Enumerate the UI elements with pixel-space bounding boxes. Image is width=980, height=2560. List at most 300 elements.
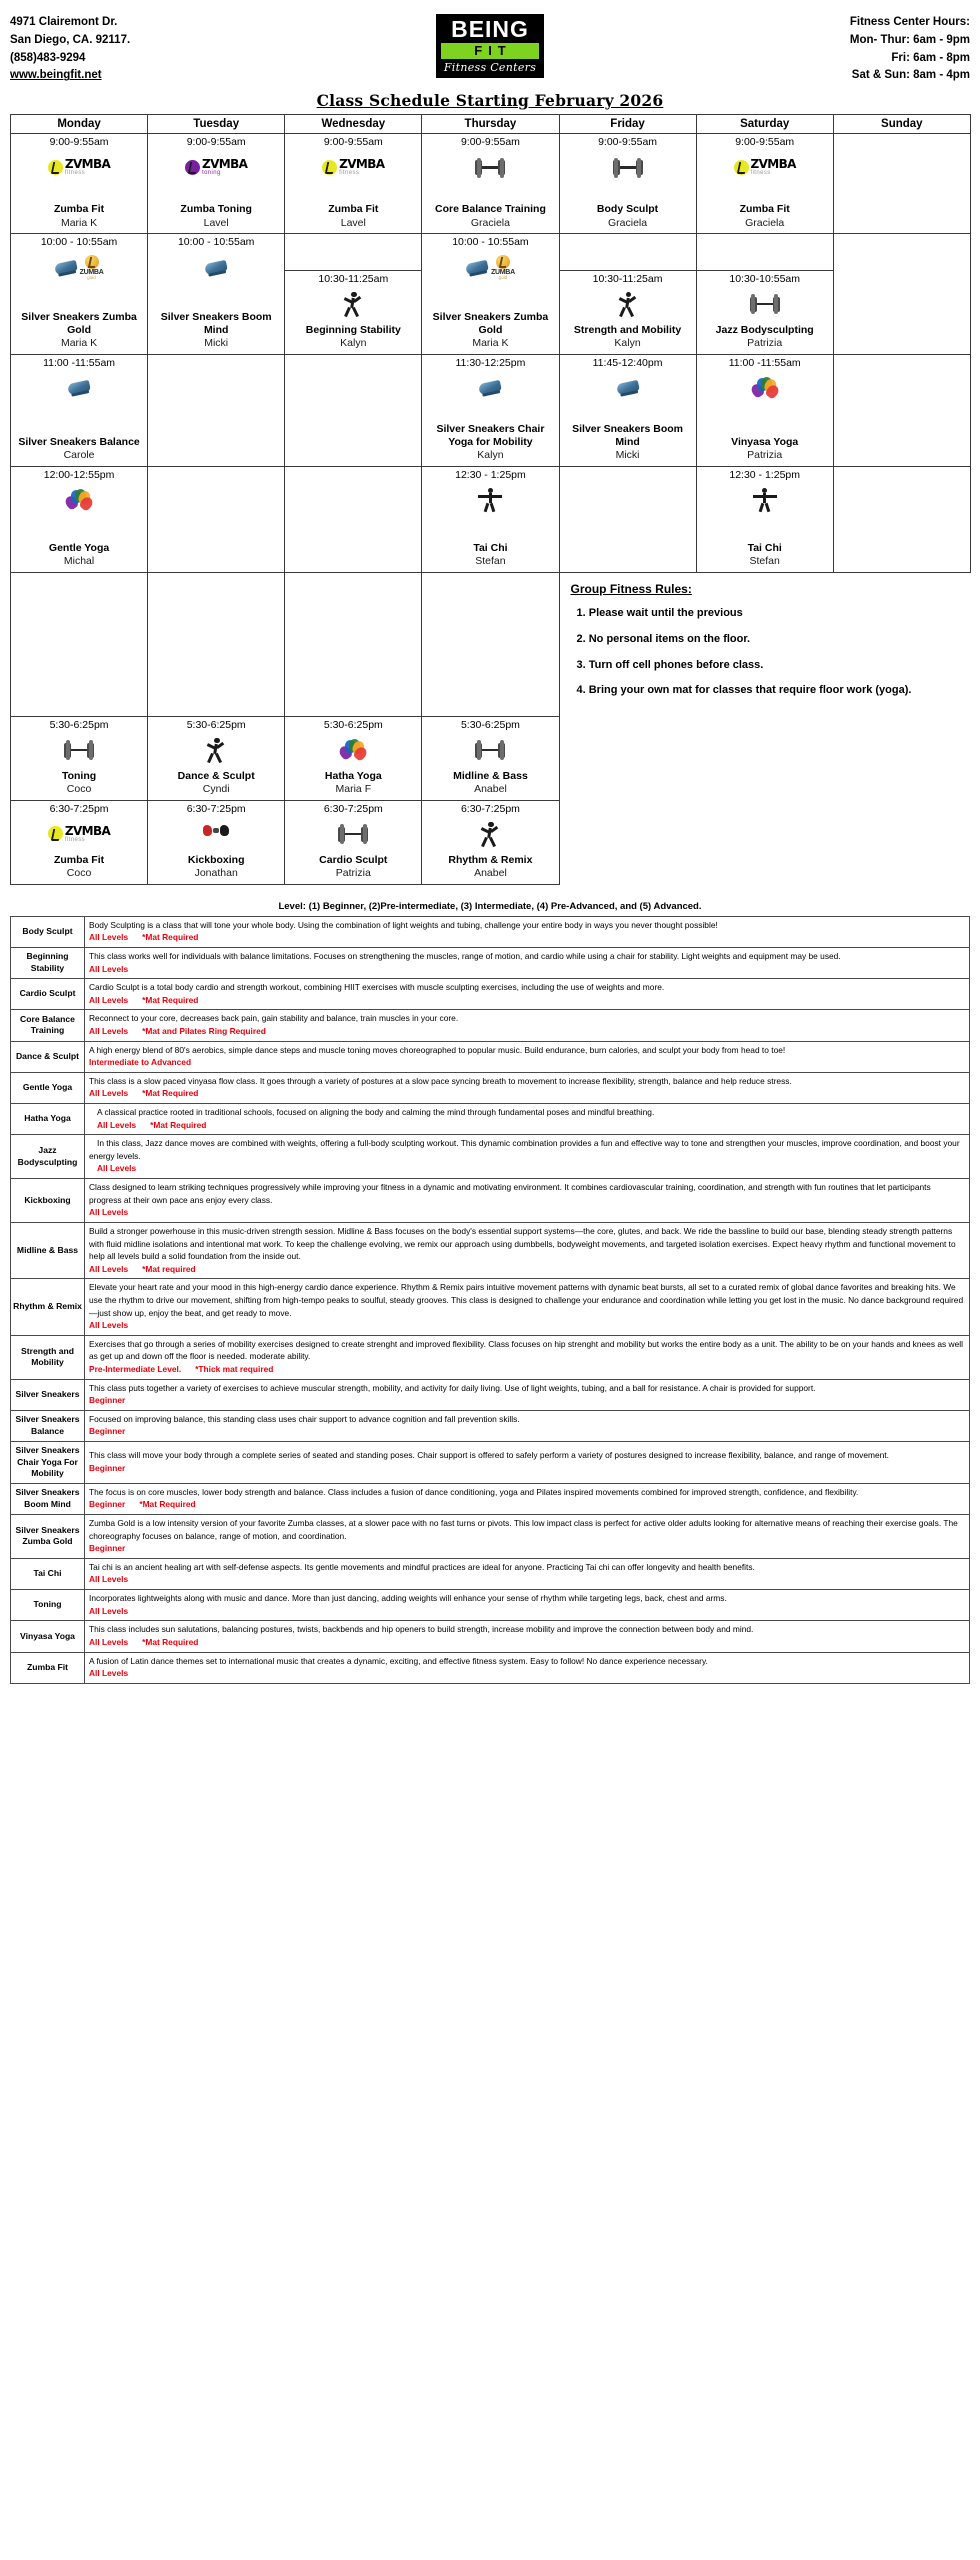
schedule-cell-stack (559, 234, 696, 354)
description-class-name: Jazz Bodysculpting (11, 1135, 85, 1179)
description-text-cell (85, 916, 970, 947)
class-name: Silver Sneakers Zumba Gold (21, 310, 137, 336)
description-level: All Levels (89, 1668, 129, 1679)
schedule-cell[interactable] (422, 234, 559, 354)
day-header-tuesday: Tuesday (148, 115, 285, 134)
runner-icon (342, 292, 364, 316)
description-class-name: Midline & Bass (11, 1222, 85, 1278)
description-text-cell (85, 1652, 970, 1683)
schedule-cell-empty (422, 572, 559, 716)
class-time: 12:30 - 1:25pm (455, 468, 526, 481)
description-level: All Levels (89, 1320, 129, 1331)
class-icon (617, 373, 639, 403)
schedule-cell[interactable] (148, 134, 285, 234)
description-text: Cardio Sculpt is a total body cardio and strength workout, combining HIIT exercises with muscle sculpting exercises, including the use of weights and more. (89, 982, 665, 993)
mat-requirement: *Mat and Pilates Ring Required (142, 1025, 266, 1036)
class-instructor: Coco (66, 783, 92, 796)
class-name: Tai Chi (473, 541, 508, 554)
description-class-name: Strength and Mobility (11, 1335, 85, 1379)
class-time: 9:00-9:55am (735, 136, 795, 149)
class-time: 6:30-7:25pm (323, 802, 383, 815)
description-text-cell (85, 1483, 970, 1514)
class-icon (749, 289, 781, 319)
description-level: Beginner (89, 1543, 126, 1554)
description-text: This class puts together a variety of exercises to achieve muscular strength, mobility, and activity for daily living. Use of light weights, tubing, and a ball for resistance. A chair is provided for support. (89, 1382, 816, 1393)
class-time: 9:00-9:55am (323, 136, 383, 149)
description-class-name: Rhythm & Remix (11, 1279, 85, 1335)
description-row (11, 1222, 970, 1278)
class-instructor: Coco (66, 867, 92, 880)
zumba-fitness-icon: ZVMBA fitness (734, 158, 796, 176)
class-name: Strength and Mobility (573, 323, 682, 336)
class-name: Tai Chi (747, 541, 782, 554)
description-row (11, 1279, 970, 1335)
description-row (11, 1558, 970, 1589)
description-text-cell (85, 1410, 970, 1441)
logo-wordmark-fit: FIT (441, 43, 539, 59)
description-text-cell (85, 1621, 970, 1652)
class-icon (205, 252, 227, 282)
zumba-fitness-icon: ZVMBA fitness (48, 825, 110, 843)
class-name: Silver Sneakers Boom Mind (160, 310, 272, 336)
mat-requirement: *Mat required (142, 1263, 196, 1274)
zumba-gold-icon: ZUMBA gold (491, 255, 515, 281)
class-name: Rhythm & Remix (448, 853, 533, 866)
description-text-cell (85, 1135, 970, 1179)
class-name: Cardio Sculpt (319, 853, 388, 866)
schedule-cell[interactable] (11, 466, 148, 572)
silver-sneakers-shoe-icon (465, 260, 489, 275)
class-time: 11:30-12:25pm (455, 356, 526, 369)
yoga-petals-icon (66, 489, 92, 511)
runner-icon (479, 822, 501, 846)
rules-title: Group Fitness Rules: (570, 581, 692, 596)
class-name: Midline & Bass (453, 769, 528, 782)
class-instructor: Maria K (60, 337, 98, 349)
class-schedule-table (10, 114, 971, 884)
class-name: Zumba Fit (53, 203, 105, 216)
description-text-cell (85, 1335, 970, 1379)
kickboxing-gloves-icon (203, 822, 229, 846)
class-name: Jazz Bodysculpting (715, 323, 814, 336)
description-class-name: Body Sculpt (11, 916, 85, 947)
description-level: All Levels (89, 1605, 129, 1616)
schedule-cell-empty (559, 800, 970, 884)
schedule-cell[interactable] (422, 466, 559, 572)
being-fit-logo (436, 14, 544, 78)
description-level: Beginner *Mat Required (89, 1499, 196, 1510)
schedule-row (11, 716, 971, 800)
description-row (11, 1515, 970, 1559)
class-instructor: Lavel (340, 216, 366, 229)
day-header-monday: Monday (11, 115, 148, 134)
zumba-gold-icon: ZUMBA gold (80, 255, 104, 281)
class-time: 5:30-6:25pm (460, 718, 520, 731)
mat-requirement: *Mat Required (142, 1636, 199, 1647)
class-name: Zumba Fit (328, 203, 379, 216)
class-time: 10:00 - 10:55am (177, 236, 255, 249)
tai-chi-figure-icon (752, 488, 778, 512)
schedule-cell[interactable] (422, 134, 559, 234)
class-icon (48, 819, 110, 849)
schedule-row (11, 234, 971, 354)
schedule-cell[interactable] (560, 270, 696, 353)
description-text: Exercises that go through a series of mobility exercises designed to create strenght and improved flexibility. Class focuses on hip strenght and mobility but works the entire body as a unit. The ability to be on your hands and knees as well as get up and down off the floor is needed. moderate ability. (89, 1338, 963, 1362)
rule-item: 3. Turn off cell phones before class. (576, 658, 764, 671)
schedule-cell[interactable] (696, 466, 833, 572)
class-time: 6:30-7:25pm (49, 802, 109, 815)
schedule-cell[interactable] (285, 134, 422, 234)
description-row (11, 1442, 970, 1484)
schedule-cell[interactable] (148, 716, 285, 800)
description-text-cell (85, 1442, 970, 1484)
address-line-1: 4971 Clairemont Dr. (10, 16, 118, 28)
schedule-cell-empty (833, 354, 970, 466)
class-icon (68, 373, 90, 403)
schedule-cell[interactable] (697, 270, 833, 353)
description-text-cell (85, 1222, 970, 1278)
address-block (10, 14, 310, 85)
description-level: All Levels *Mat Required (89, 932, 199, 943)
dumbbell-icon (337, 822, 369, 846)
class-icon (340, 735, 366, 765)
description-class-name: Tai Chi (11, 1558, 85, 1589)
class-time: 11:00 -11:55am (728, 356, 801, 369)
description-row (11, 947, 970, 978)
class-icon (479, 373, 501, 403)
schedule-cell-empty (285, 466, 422, 572)
schedule-cell[interactable] (11, 716, 148, 800)
class-name: Hatha Yoga (324, 769, 382, 782)
zumba-fitness-icon: ZVMBA fitness (48, 158, 110, 176)
silver-sneakers-shoe-icon (67, 380, 91, 395)
description-class-name: Hatha Yoga (11, 1104, 85, 1135)
group-fitness-rules-row (11, 572, 971, 716)
description-text-cell (85, 1041, 970, 1072)
runner-icon (205, 738, 227, 762)
description-text: Elevate your heart rate and your mood in this high-energy cardio dance experience. Rhythm & Remix pairs intuitive movement patterns with dynamic beat bursts, all set to a curated remix of global dance favorites and breaking hits. We use the rhythm to drive our movement, shifting from high-tempo peaks to soulful, steady grooves. This class is designed to challenge your endurance and coordination while letting you get lost in the music. No dance background required—just show up, enjoy the beat, and get ready to move. (89, 1282, 964, 1318)
rule-item: 2. No personal items on the floor. (576, 632, 751, 645)
dumbbell-icon (474, 155, 506, 179)
description-class-name: Silver Sneakers Balance (11, 1410, 85, 1441)
description-row (11, 1135, 970, 1179)
class-instructor: Kalyn (340, 337, 367, 349)
mat-requirement: *Mat Required (139, 1499, 196, 1510)
class-name: Dance & Sculpt (177, 769, 255, 782)
description-class-name: Silver Sneakers Boom Mind (11, 1483, 85, 1514)
description-row (11, 1590, 970, 1621)
schedule-cell[interactable] (285, 270, 421, 353)
class-instructor: Kalyn (614, 337, 641, 349)
zumba-fitness-icon: ZVMBA fitness (322, 158, 384, 176)
rule-item: 4. Bring your own mat for classes that require floor work (yoga). (576, 684, 912, 697)
description-text: This class will move your body through a complete series of seated and standing poses. Chair support is offered to safely perform a variety of postures designed to increase flexibility, balance, and range of movement. (89, 1450, 889, 1461)
description-row (11, 1335, 970, 1379)
class-name: Gentle Yoga (48, 541, 110, 554)
class-instructor: Maria K (60, 216, 98, 229)
yoga-petals-icon (752, 377, 778, 399)
class-icon (617, 289, 639, 319)
class-instructor: Graciela (608, 216, 648, 229)
description-class-name: Silver Sneakers (11, 1379, 85, 1410)
class-name: Zumba Fit (739, 203, 790, 216)
dumbbell-icon (612, 155, 644, 179)
class-icon (203, 819, 229, 849)
class-time: 11:00 -11:55am (43, 356, 116, 369)
description-level: Intermediate to Advanced (89, 1057, 192, 1068)
description-text: This class works well for individuals with balance limitations. Focuses on strengthening the muscles, range of motion, and cardio while using a chair for stability. Light weights and equipment may be used. (89, 950, 841, 961)
schedule-cell-empty (559, 716, 970, 800)
hours-weekend: Sat & Sun: 8am - 4pm (851, 69, 970, 82)
description-class-name: Cardio Sculpt (11, 979, 85, 1010)
hours-block (670, 14, 970, 85)
class-instructor: Lavel (203, 216, 229, 229)
description-text: Reconnect to your core, decreases back pain, gain stability and balance, train muscles in your core. (89, 1013, 459, 1024)
description-text-cell (85, 1558, 970, 1589)
class-icon (752, 373, 778, 403)
class-instructor: Carole (63, 449, 95, 461)
class-icon (477, 485, 503, 515)
class-name: Beginning Stability (305, 323, 401, 336)
class-time: 5:30-6:25pm (323, 718, 383, 731)
class-icon (474, 152, 506, 182)
silver-sneakers-shoe-icon (616, 380, 640, 395)
class-icon (342, 289, 364, 319)
zumba-toning-icon: ZVMBA toning (185, 158, 247, 176)
description-row (11, 1010, 970, 1041)
document-header (10, 14, 970, 85)
class-time: 9:00-9:55am (460, 136, 520, 149)
description-text-cell (85, 1104, 970, 1135)
class-icon (322, 152, 384, 182)
description-text-cell (85, 979, 970, 1010)
class-icon (337, 819, 369, 849)
schedule-cell-empty (148, 572, 285, 716)
schedule-row (11, 134, 971, 234)
schedule-cell[interactable] (696, 354, 833, 466)
description-class-name: Toning (11, 1590, 85, 1621)
hours-mon-thur: Mon- Thur: 6am - 9pm (849, 33, 970, 46)
day-header-row (11, 115, 971, 134)
class-name: Vinyasa Yoga (731, 435, 799, 448)
schedule-cell-empty (833, 466, 970, 572)
class-time: 9:00-9:55am (49, 136, 109, 149)
description-row (11, 1041, 970, 1072)
description-text-cell (85, 1515, 970, 1559)
description-row (11, 1621, 970, 1652)
class-icon (474, 735, 506, 765)
description-row (11, 1410, 970, 1441)
class-instructor: Cyndi (202, 783, 230, 796)
description-text: Class designed to learn striking techniques progressively while improving your fitness in a dynamic and motivating environment. It combines cardiovascular training, coordination, and strength with fun routines that let participants progress at their own pace ans enjoy every class. (89, 1182, 931, 1205)
class-icon (66, 485, 92, 515)
day-header-sunday: Sunday (833, 115, 970, 134)
class-time: 12:30 - 1:25pm (729, 468, 800, 481)
class-instructor: Jonathan (194, 867, 238, 880)
hours-fri: Fri: 6am - 8pm (891, 51, 970, 64)
class-icon (63, 735, 95, 765)
class-name: Body Sculpt (596, 203, 659, 216)
class-instructor: Michal (63, 555, 95, 567)
description-class-name: Silver Sneakers Chair Yoga For Mobility (11, 1442, 85, 1484)
description-class-name: Kickboxing (11, 1179, 85, 1223)
description-row (11, 1652, 970, 1683)
description-text: Focused on improving balance, this standing class uses chair support to advance cognition and fall prevention skills. (89, 1413, 520, 1424)
schedule-cell-empty (285, 354, 422, 466)
class-time: 10:30-11:25am (318, 272, 389, 285)
logo-wordmark-being: BEING (451, 16, 529, 42)
class-instructor: Maria K (472, 337, 509, 349)
schedule-cell[interactable] (11, 134, 148, 234)
dumbbell-icon (474, 738, 506, 762)
class-time: 10:30-10:55am (729, 272, 800, 285)
runner-icon (617, 292, 639, 316)
schedule-row (11, 466, 971, 572)
class-name: Toning (61, 769, 97, 782)
class-time: 9:00-9:55am (598, 136, 658, 149)
description-class-name: Vinyasa Yoga (11, 1621, 85, 1652)
day-header-saturday: Saturday (696, 115, 833, 134)
description-row (11, 979, 970, 1010)
description-row (11, 1104, 970, 1135)
description-level: All Levels *Mat and Pilates Ring Required (89, 1025, 266, 1036)
description-text-cell (85, 1590, 970, 1621)
schedule-cell[interactable] (559, 354, 696, 466)
description-text-cell (85, 1379, 970, 1410)
silver-sneakers-shoe-icon (204, 260, 228, 275)
schedule-cell-stack (285, 234, 422, 354)
schedule-cell-empty (833, 234, 970, 354)
class-time: 6:30-7:25pm (186, 802, 246, 815)
description-level: All Levels (89, 1574, 129, 1585)
class-instructor: Graciela (470, 216, 510, 229)
description-class-name: Beginning Stability (11, 947, 85, 978)
day-header-friday: Friday (559, 115, 696, 134)
class-instructor: Patrizia (747, 449, 783, 461)
yoga-petals-icon (340, 739, 366, 761)
day-header-wednesday: Wednesday (285, 115, 422, 134)
description-class-name: Core Balance Training (11, 1010, 85, 1041)
description-level: All Levels (89, 963, 129, 974)
class-instructor: Graciela (745, 216, 785, 229)
schedule-cell-empty (559, 466, 696, 572)
class-icon (734, 152, 796, 182)
class-name: Kickboxing (187, 853, 245, 866)
class-time: 5:30-6:25pm (186, 718, 246, 731)
description-text-cell (85, 1279, 970, 1335)
description-level: All Levels (97, 1163, 137, 1174)
description-class-name: Gentle Yoga (11, 1072, 85, 1103)
hours-title: Fitness Center Hours: (849, 16, 970, 28)
class-name: Silver Sneakers Balance (18, 435, 140, 448)
description-level: Beginner (89, 1426, 126, 1437)
description-row (11, 1483, 970, 1514)
description-text: Body Sculpting is a class that will tone your whole body. Using the combination of light weights and tubing, challenge your entire body in ways you never thought possible! (89, 919, 718, 930)
class-time: 10:00 - 10:55am (452, 236, 529, 249)
description-level: All Levels *Mat Required (89, 994, 199, 1005)
day-header-thursday: Thursday (422, 115, 559, 134)
schedule-cell[interactable] (285, 716, 422, 800)
schedule-cell[interactable] (422, 354, 559, 466)
description-text-cell (85, 1010, 970, 1041)
schedule-cell-empty (148, 466, 285, 572)
class-time: 9:00-9:55am (186, 136, 246, 149)
schedule-cell[interactable] (11, 800, 148, 884)
class-icon (752, 485, 778, 515)
class-icon (205, 735, 227, 765)
description-level: Pre-Intermediate Level. *Thick mat required (89, 1363, 274, 1374)
class-time: 11:45-12:40pm (592, 356, 663, 369)
class-name: Silver Sneakers Chair Yoga for Mobility (436, 422, 545, 448)
schedule-cell[interactable] (696, 134, 833, 234)
schedule-cell-empty (148, 354, 285, 466)
class-instructor: Anabel (474, 867, 507, 880)
class-instructor: Anabel (474, 783, 507, 796)
mat-requirement: *Mat Required (142, 994, 199, 1005)
schedule-cell-empty (11, 572, 148, 716)
phone-number: (858)483-9294 (10, 51, 86, 64)
schedule-cell[interactable] (422, 800, 559, 884)
class-icon (55, 252, 104, 282)
class-icon (479, 819, 501, 849)
address-line-2: San Diego, CA. 92117. (10, 33, 131, 46)
schedule-cell-empty (833, 134, 970, 234)
description-text: Zumba Gold is a low intensity version of your favorite Zumba classes, at a slower pace with no fast turns or pivots. This low impact class is perfect for active older adults looking for alternative means of reaching their exercise goals. The choreography focuses on balance, range of motion, and coordination. (89, 1518, 958, 1541)
schedule-row (11, 800, 971, 884)
mat-requirement: *Mat Required (142, 932, 199, 943)
silver-sneakers-shoe-icon (54, 260, 78, 275)
website-link[interactable]: www.beingfit.net (10, 69, 102, 82)
class-time: 10:30-11:25am (592, 272, 663, 285)
schedule-cell-stack (696, 234, 833, 354)
mat-requirement: *Thick mat required (195, 1363, 274, 1374)
logo-tagline: Fitness Centers (443, 61, 537, 75)
class-instructor: Micki (615, 449, 640, 461)
schedule-cell[interactable] (148, 234, 285, 354)
level-legend: Level: (1) Beginner, (2)Pre-intermediate, (3) Intermediate, (4) Pre-Advanced, and (5) Advanced. (278, 900, 702, 912)
description-text: The focus is on core muscles, lower body strength and balance. Class includes a fusion of dance conditioning, yoga and Pilates inspired movements combined for improved strength, confidence, and flexibility. (89, 1486, 859, 1497)
class-name: Zumba Fit (53, 853, 105, 866)
silver-sneakers-shoe-icon (479, 380, 503, 395)
description-class-name: Dance & Sculpt (11, 1041, 85, 1072)
schedule-cell[interactable] (559, 134, 696, 234)
class-name: Silver Sneakers Boom Mind (572, 422, 683, 448)
description-class-name: Silver Sneakers Zumba Gold (11, 1515, 85, 1559)
class-instructor: Micki (204, 337, 229, 349)
description-text: A high energy blend of 80's aerobics, simple dance steps and muscle toning moves choreographed to popular music. Build endurance, burn calories, and sculpt your body from head to toe! (89, 1044, 786, 1055)
class-name: Zumba Toning (180, 203, 252, 216)
class-instructor: Kalyn (477, 449, 504, 461)
schedule-row (11, 354, 971, 466)
description-row (11, 916, 970, 947)
class-instructor: Patrizia (335, 867, 371, 880)
description-row (11, 1072, 970, 1103)
group-fitness-rules (559, 572, 970, 716)
description-row (11, 1179, 970, 1223)
mat-requirement: *Mat Required (142, 1088, 199, 1099)
description-level: All Levels (89, 1207, 129, 1218)
class-descriptions-table (10, 916, 970, 1684)
description-level: All Levels *Mat Required (89, 1088, 199, 1099)
description-text: In this class, Jazz dance moves are combined with weights, offering a full-body sculpting workout. This dynamic combination provides a fun and effective way to tone and strengthen your muscles, improve coordination, and boost your energy levels. (89, 1138, 960, 1161)
schedule-cell[interactable] (11, 234, 148, 354)
schedule-cell[interactable] (11, 354, 148, 466)
class-instructor: Patrizia (747, 337, 783, 349)
mat-requirement: *Mat Required (150, 1119, 207, 1130)
schedule-cell[interactable] (422, 716, 559, 800)
schedule-cell[interactable] (285, 800, 422, 884)
schedule-cell[interactable] (148, 800, 285, 884)
